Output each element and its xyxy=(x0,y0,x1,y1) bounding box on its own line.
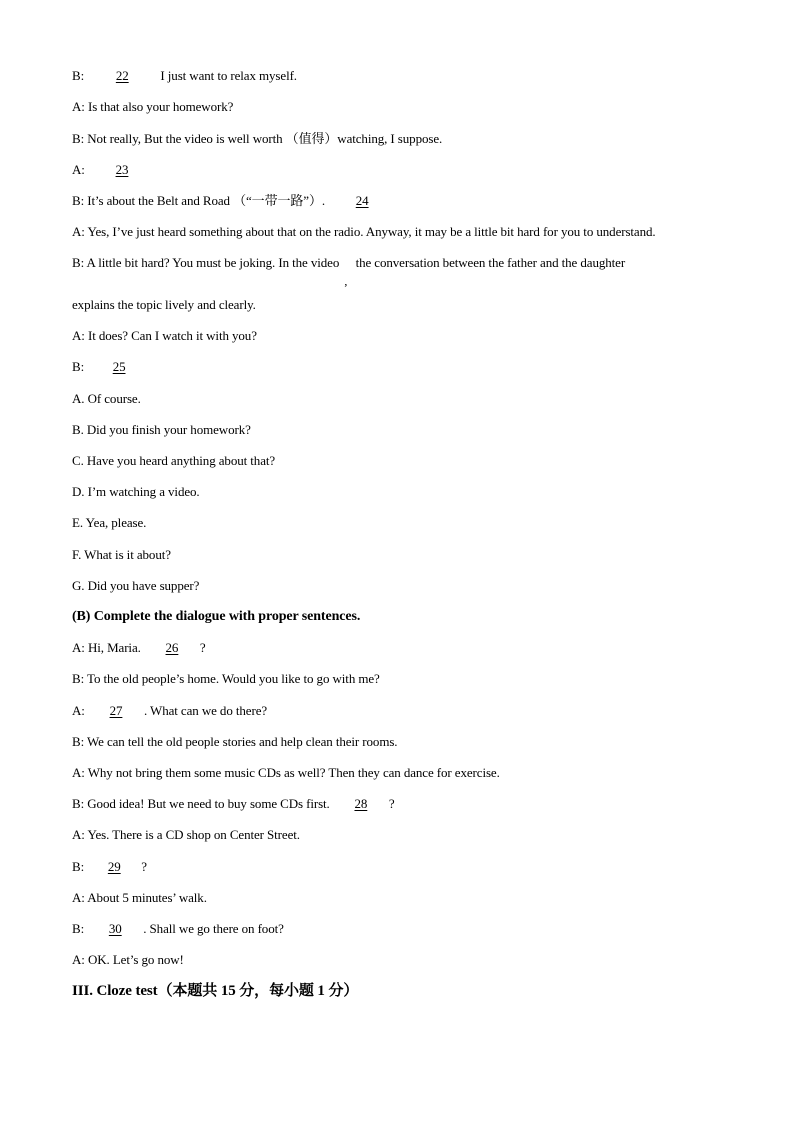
dialogue-line xyxy=(72,734,397,750)
dialogue-line xyxy=(72,297,256,313)
blank-27: 27 xyxy=(109,703,123,718)
speaker-label: A: xyxy=(72,952,85,967)
option-item: D. I’m watching a video. xyxy=(72,484,200,499)
dialogue-line xyxy=(72,359,154,375)
speaker-label: B: xyxy=(72,796,85,811)
line-text: It’s about the Belt and Road （“一带一路”）. xyxy=(87,193,325,208)
dialogue-line xyxy=(72,765,500,781)
speaker-label: B: xyxy=(72,255,85,270)
section-heading: III. Cloze test（本题共 15 分，每小题 1 分） xyxy=(72,983,359,999)
blank-26: 26 xyxy=(165,640,179,655)
dialogue-line xyxy=(72,193,396,209)
line-text: A little bit hard? You must be joking. In the video xyxy=(86,255,340,270)
line-text: OK. Let’s go now! xyxy=(87,952,184,967)
dialogue-line xyxy=(72,328,257,344)
speaker-label: A: xyxy=(72,703,85,718)
blank-30: 30 xyxy=(108,921,122,936)
blank-25: 25 xyxy=(112,359,126,374)
blank-29: 29 xyxy=(107,859,121,874)
line-text: I just want to relax myself. xyxy=(157,68,297,83)
dialogue-line xyxy=(72,99,233,115)
line-text: We can tell the old people stories and help clean their rooms. xyxy=(87,734,398,749)
speaker-label: A: xyxy=(72,162,85,177)
speaker-label: B: xyxy=(72,734,85,749)
option-item: E. Yea, please. xyxy=(72,515,147,530)
line-text: About 5 minutes’ walk. xyxy=(87,890,207,905)
speaker-label: A: xyxy=(72,328,85,343)
line-text: Hi, Maria. xyxy=(87,640,141,655)
dialogue-line: B: A little bit hard? You must be joking. In the video , the conversation between the father and the daughter xyxy=(72,255,626,288)
line-punct: ? xyxy=(141,859,147,874)
dialogue-line xyxy=(72,162,156,178)
speaker-label: B: xyxy=(72,68,85,83)
line-punct: ? xyxy=(388,796,395,811)
line-text: Is that also your homework? xyxy=(87,99,234,114)
speaker-label: A: xyxy=(72,890,85,905)
dialogue-line xyxy=(72,827,300,843)
line-text: To the old people’s home. Would you like to go with me? xyxy=(87,671,380,686)
blank-22: 22 xyxy=(115,68,129,83)
speaker-label: B: xyxy=(72,193,85,208)
line-text: the conversation between the father and the daughter xyxy=(355,255,626,270)
section-heading: (B) Complete the dialogue with proper sentences. xyxy=(72,609,361,624)
option-item: B. Did you finish your homework? xyxy=(72,422,251,437)
line-punct: ? xyxy=(199,640,206,655)
line-text: Yes. There is a CD shop on Center Street. xyxy=(87,827,300,842)
dialogue-line xyxy=(72,671,380,687)
dialogue-line xyxy=(72,703,267,719)
dialogue-line xyxy=(72,131,442,147)
option-item: A. Of course. xyxy=(72,391,141,406)
speaker-label: B: xyxy=(72,131,85,146)
line-text: . What can we do there? xyxy=(143,703,268,718)
option-item: C. Have you heard anything about that? xyxy=(72,453,276,468)
speaker-label: A: xyxy=(72,224,85,239)
dialogue-line xyxy=(72,921,284,937)
dialogue-line xyxy=(72,859,147,875)
dialogue-line xyxy=(72,890,207,906)
line-text: It does? Can I watch it with you? xyxy=(87,328,257,343)
speaker-label: A: xyxy=(72,765,85,780)
speaker-label: A: xyxy=(72,640,85,655)
blank-28: 28 xyxy=(354,796,368,811)
speaker-label: B: xyxy=(72,359,85,374)
option-item: F. What is it about? xyxy=(72,547,171,562)
line-text: explains the topic lively and clearly. xyxy=(72,297,256,312)
dialogue-line xyxy=(72,224,656,240)
speaker-label: A: xyxy=(72,99,85,114)
speaker-label: A: xyxy=(72,827,85,842)
line-text: Good idea! But we need to buy some CDs first. xyxy=(87,796,330,811)
speaker-label: B: xyxy=(72,671,85,686)
dialogue-line xyxy=(72,68,297,84)
blank-24: 24 xyxy=(355,193,369,208)
speaker-label: B: xyxy=(72,859,85,874)
blank-23: 23 xyxy=(115,162,129,177)
line-text: Yes, I’ve just heard something about that on the radio. Anyway, it may be a little bit hard for you to understand. xyxy=(87,224,656,239)
dialogue-line xyxy=(72,952,184,968)
line-text: Why not bring them some music CDs as well? Then they can dance for exercise. xyxy=(87,765,500,780)
speaker-label: B: xyxy=(72,921,85,936)
dialogue-line xyxy=(72,640,206,656)
line-text: Not really, But the video is well worth （值得）watching, I suppose. xyxy=(87,131,443,146)
option-item: G. Did you have supper? xyxy=(72,578,200,593)
dialogue-line xyxy=(72,796,395,812)
line-text: . Shall we go there on foot? xyxy=(143,921,284,936)
